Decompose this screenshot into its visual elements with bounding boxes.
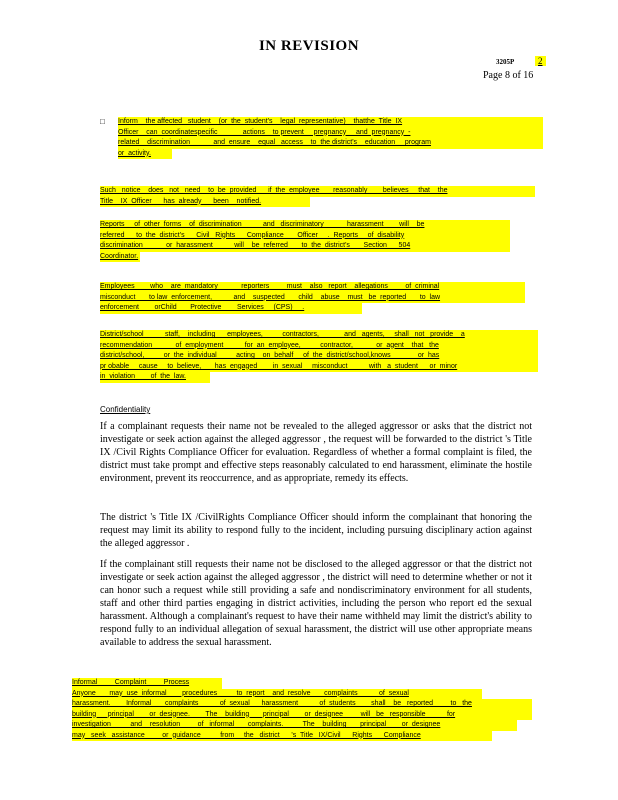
block-line: Inform the affected student (or the student's legal representative) thatthe Title IX bbox=[118, 117, 543, 128]
block-line: Reports of other forms of discrimination and discriminatory harassment will be bbox=[100, 220, 510, 231]
highlighted-block-3 bbox=[100, 220, 510, 262]
block-line: Coordinator. bbox=[100, 252, 140, 263]
block-line: district/school, or the individual acting on behalf of the district/school,knows or has bbox=[100, 351, 538, 362]
block-line: harassment. Informal complaints of sexual harassment of students shall be reported to the bbox=[72, 699, 532, 710]
page-number: Page 8 of 16 bbox=[483, 70, 534, 81]
confidentiality-heading: Confidentiality bbox=[100, 405, 151, 414]
block-line: investigation and resolution of informal complaints. The building principal or designee bbox=[72, 720, 517, 731]
block-line: District/school staff, including employees, contractors, and agents, shall not provide a bbox=[100, 330, 538, 341]
highlighted-block-4 bbox=[100, 282, 525, 314]
block-line: discrimination or harassment will be referred to the district's Section 504 bbox=[100, 241, 510, 252]
revision-number: 2 bbox=[535, 56, 546, 66]
block-line: Title IX Officer has already been notified. bbox=[100, 197, 310, 208]
highlighted-block-5 bbox=[100, 330, 538, 383]
informal-complaint-block bbox=[72, 678, 532, 741]
bullet-marker: □ bbox=[100, 117, 105, 126]
highlighted-block-1 bbox=[118, 117, 543, 159]
block-line: Employees who are mandatory reporters must also report allegations of criminal bbox=[100, 282, 525, 293]
block-line: Such notice does not need to be provided if the employee reasonably believes that the bbox=[100, 186, 535, 197]
block-line: misconduct to law enforcement, and suspected child abuse must be reported to law bbox=[100, 293, 525, 304]
confidentiality-paragraph-2: The district 's Title IX /CivilRights Compliance Officer should inform the complainant that honoring the request may limit its ability to respond fully to the incident, including pursuing disciplinary action against the alleged aggressor . bbox=[100, 512, 532, 549]
block-line: Officer can coordinatespecific actions to prevent pregnancy and pregnancy - bbox=[118, 128, 543, 139]
block-line: may seek assistance or guidance from the district 's Title IX/Civil Rights Compliance bbox=[72, 731, 492, 742]
block-line: related discrimination and ensure equal access to the district's education program bbox=[118, 138, 543, 149]
highlighted-block-2 bbox=[100, 186, 535, 207]
confidentiality-paragraph-1: If a complainant requests their name not be revealed to the alleged aggressor or asks that the district not investigate or seek action against the alleged aggressor , the request will be forwarded to the district 's Title IX /Civil Rights Compliance Officer for evaluation. Regardless of whether a formal complaint is filed, the district must take prompt and effective steps reasonably calculated to end harassment, eliminate the hostile environment, prevent its reoccurrence, and as appropriate, remedy its effects. bbox=[100, 421, 532, 484]
block-line: or activity. bbox=[118, 149, 172, 160]
block-line: enforcement orChild Protective Services (CPS) . bbox=[100, 303, 362, 314]
block-line: building principal or designee. The building principal or designee will be responsible for bbox=[72, 710, 532, 721]
block-line: Informal Complaint Process bbox=[72, 678, 222, 689]
policy-code: 3205P bbox=[496, 58, 515, 66]
block-line: Anyone may use informal procedures to report and resolve complaints of sexual bbox=[72, 689, 482, 700]
block-line: referred to the district's Civil Rights Compliance Officer . Reports of disability bbox=[100, 231, 510, 242]
block-line: pr obable cause to believe, has engaged in sexual misconduct with a student or minor bbox=[100, 362, 538, 373]
confidentiality-paragraph-3: If the complainant still requests their name not be disclosed to the alleged aggressor or that the district not investigate or seek action against the alleged aggressor , the district will need to determine whether or not it can honor such a request while still providing a safe and nondiscriminatory environment for all students, staff and other third parties engaging in district activities, including the person who report ed the sexual harassment. Although a complainant's request to have their name withheld may limit the district's ability to respond fully to an individual allegation of sexual harassment, the district will use other appropriate means available to address the sexual harassment. bbox=[100, 559, 532, 648]
block-line: in violation of the law. bbox=[100, 372, 210, 383]
document-title: IN REVISION bbox=[258, 38, 360, 54]
block-line: recommendation of employment for an employee, contractor, or agent that the bbox=[100, 341, 538, 352]
